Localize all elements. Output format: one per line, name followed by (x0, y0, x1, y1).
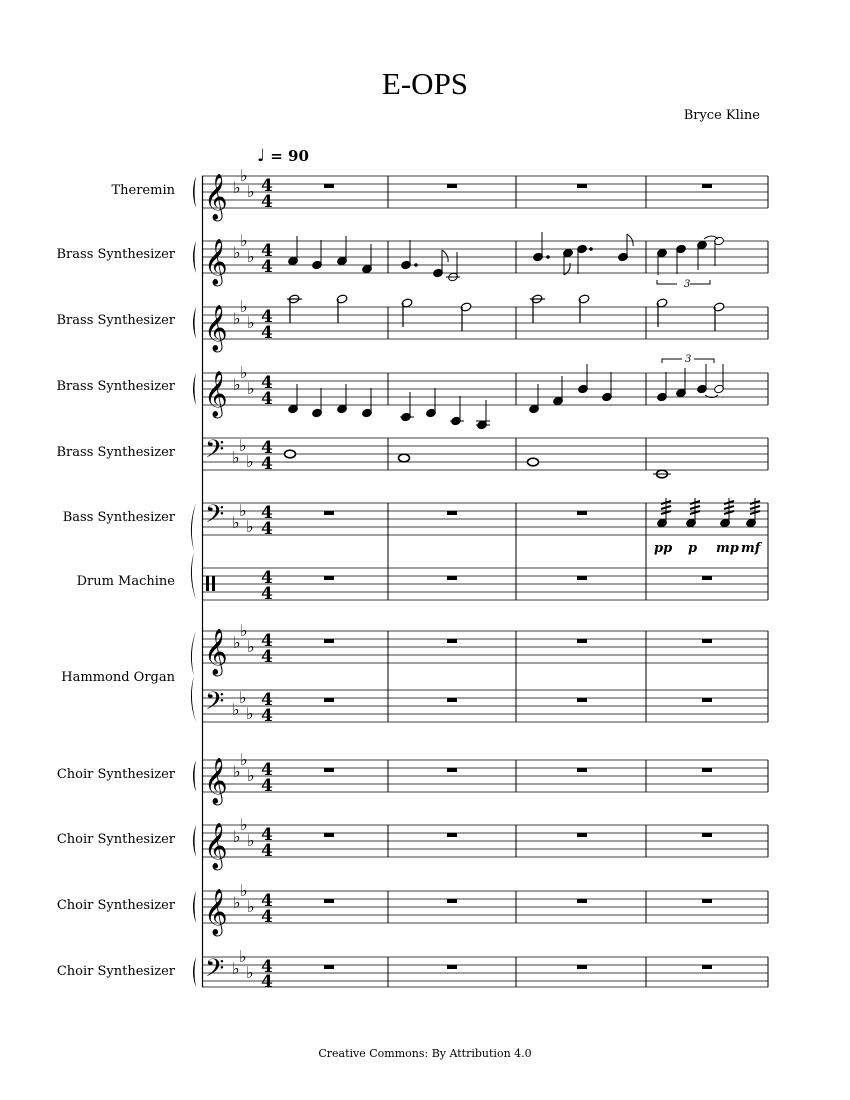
brass-2-notes (287, 294, 725, 331)
svg-text:4: 4 (261, 307, 273, 327)
svg-text:♭: ♭ (240, 881, 248, 900)
bass-clef-icon: 𝄢 (205, 500, 225, 535)
svg-text:♭: ♭ (239, 688, 247, 707)
svg-text:4: 4 (261, 891, 273, 911)
svg-text:♭: ♭ (247, 637, 255, 656)
svg-text:♭: ♭ (233, 309, 241, 328)
svg-text:♭: ♭ (247, 247, 255, 266)
svg-text:♭: ♭ (247, 313, 255, 332)
svg-text:♭: ♭ (233, 375, 241, 394)
staff-brackets (191, 176, 196, 987)
treble-clef-icon: 𝄞 (204, 174, 228, 220)
percussion-clef-icon (206, 576, 209, 591)
dynamic-marking: pp (654, 541, 673, 556)
svg-text:4: 4 (261, 454, 273, 474)
svg-text:♭: ♭ (247, 379, 255, 398)
quarter-note-icon: ♩ (257, 146, 266, 166)
svg-text:4: 4 (261, 323, 273, 343)
treble-clef-icon: 𝄞 (204, 305, 228, 351)
svg-text:♭: ♭ (232, 700, 240, 719)
svg-text:♭: ♭ (233, 633, 241, 652)
svg-text:♭: ♭ (240, 363, 248, 382)
key-signatures (232, 166, 255, 982)
brace-icon (191, 503, 196, 600)
svg-text:4: 4 (261, 257, 273, 277)
svg-text:♭: ♭ (239, 436, 247, 455)
svg-text:4: 4 (261, 907, 273, 927)
svg-text:♭: ♭ (246, 704, 254, 723)
brace-icon (191, 631, 196, 722)
svg-text:4: 4 (261, 519, 273, 539)
treble-clef-icon: 𝄞 (204, 239, 228, 285)
treble-clef-icon: 𝄞 (204, 889, 228, 935)
svg-text:♭: ♭ (246, 517, 254, 536)
clefs (204, 174, 228, 989)
svg-text:♭: ♭ (239, 501, 247, 520)
instrument-label: Choir Synthesizer (56, 964, 175, 979)
treble-clef-icon: 𝄞 (204, 758, 228, 804)
svg-text:4: 4 (261, 389, 273, 409)
dynamic-marking: mp (716, 541, 739, 556)
instrument-label: Brass Synthesizer (56, 379, 175, 394)
svg-text:♭: ♭ (233, 893, 241, 912)
instrument-label: Choir Synthesizer (56, 767, 175, 782)
instrument-label: Choir Synthesizer (56, 832, 175, 847)
svg-text:♭: ♭ (232, 959, 240, 978)
instrument-label: Theremin (111, 183, 175, 198)
instrument-label: Bass Synthesizer (62, 510, 175, 525)
svg-text:♭: ♭ (232, 448, 240, 467)
svg-text:♭: ♭ (247, 897, 255, 916)
svg-text:♭: ♭ (240, 815, 248, 834)
svg-text:♭: ♭ (246, 452, 254, 471)
brace-icon (193, 307, 196, 339)
tuplet-label: 3 (685, 354, 692, 365)
brace-icon (193, 373, 196, 405)
brass-3-notes (288, 359, 725, 430)
svg-text:4: 4 (261, 192, 273, 212)
svg-text:4: 4 (261, 760, 273, 780)
svg-text:♭: ♭ (233, 243, 241, 262)
treble-clef-icon: 𝄞 (204, 629, 228, 675)
bass-clef-icon: 𝄢 (205, 687, 225, 722)
svg-text:4: 4 (261, 957, 273, 977)
tempo-value: = 90 (270, 147, 309, 165)
brace-icon (193, 957, 196, 987)
brace-icon (193, 760, 196, 792)
svg-text:4: 4 (261, 776, 273, 796)
bass-synth-tremolo-notes (657, 498, 760, 528)
svg-text:4: 4 (261, 706, 273, 726)
svg-text:♭: ♭ (239, 947, 247, 966)
svg-text:♭: ♭ (247, 182, 255, 201)
svg-text:♭: ♭ (247, 766, 255, 785)
svg-text:4: 4 (261, 631, 273, 651)
svg-text:♭: ♭ (233, 178, 241, 197)
copyright-notice: Creative Commons: By Attribution 4.0 (318, 1047, 532, 1060)
brace-icon (193, 176, 196, 208)
svg-text:4: 4 (261, 568, 273, 588)
dynamic-marking: mf (741, 541, 761, 556)
svg-text:♭: ♭ (240, 231, 248, 250)
bass-clef-icon: 𝄢 (205, 954, 225, 989)
staff-lines (202, 176, 768, 987)
svg-text:♭: ♭ (240, 750, 248, 769)
tuplet-label: 3 (684, 279, 691, 290)
instrument-label: Choir Synthesizer (56, 898, 175, 913)
score-title: E-OPS (381, 66, 469, 101)
svg-text:♭: ♭ (246, 963, 254, 982)
brass-1-notes (288, 232, 725, 284)
dynamic-marking: p (688, 541, 698, 556)
svg-text:4: 4 (261, 841, 273, 861)
instrument-label: Brass Synthesizer (56, 445, 175, 460)
measure-barlines (388, 176, 768, 987)
composer-name: Bryce Kline (683, 108, 760, 123)
treble-clef-icon: 𝄞 (204, 823, 228, 869)
svg-text:4: 4 (261, 241, 273, 261)
svg-text:4: 4 (261, 647, 273, 667)
svg-text:4: 4 (261, 176, 273, 196)
time-signatures (261, 176, 273, 992)
instrument-label: Hammond Organ (61, 670, 175, 685)
treble-clef-icon: 𝄞 (204, 371, 228, 417)
svg-text:♭: ♭ (247, 831, 255, 850)
svg-text:4: 4 (261, 438, 273, 458)
brace-icon (193, 891, 196, 923)
brace-icon (193, 825, 196, 857)
svg-text:4: 4 (261, 690, 273, 710)
instrument-label: Drum Machine (76, 574, 175, 589)
instrument-label: Brass Synthesizer (56, 247, 175, 262)
svg-text:♭: ♭ (240, 166, 248, 185)
svg-text:♭: ♭ (240, 621, 248, 640)
svg-text:4: 4 (261, 584, 273, 604)
svg-text:♭: ♭ (232, 513, 240, 532)
bass-clef-icon: 𝄢 (205, 435, 225, 470)
whole-rests (324, 184, 712, 969)
svg-text:♭: ♭ (240, 297, 248, 316)
instrument-label: Brass Synthesizer (56, 313, 175, 328)
svg-text:4: 4 (261, 825, 273, 845)
svg-text:4: 4 (261, 503, 273, 523)
svg-text:♭: ♭ (233, 827, 241, 846)
flat-icon (233, 166, 255, 201)
brace-icon (193, 241, 196, 273)
svg-text:4: 4 (261, 373, 273, 393)
svg-text:♭: ♭ (233, 762, 241, 781)
svg-text:4: 4 (261, 972, 273, 992)
